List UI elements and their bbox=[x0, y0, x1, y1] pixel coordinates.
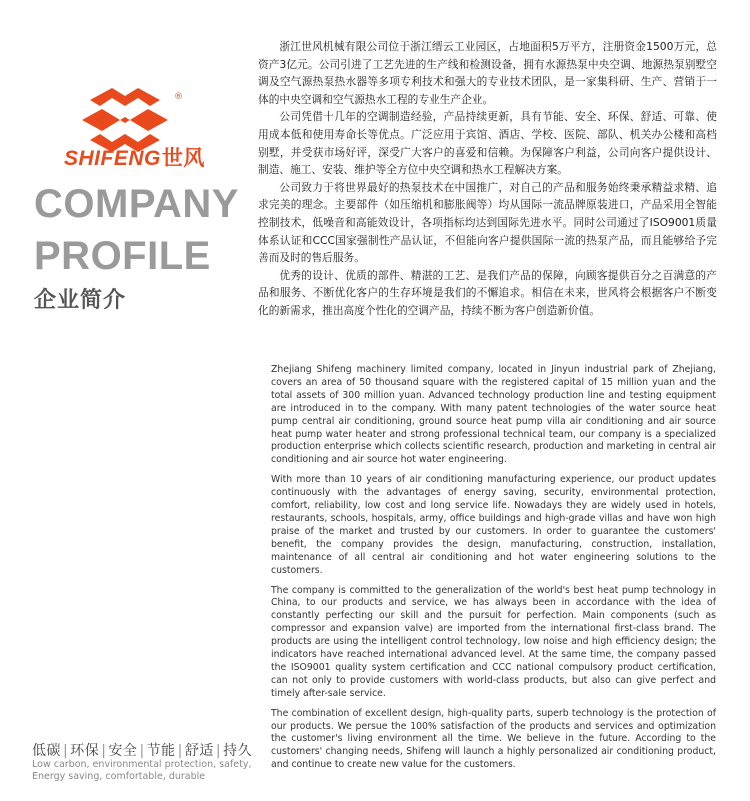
cn-paragraph-4: 优秀的设计、优质的部件、精湛的工艺、是我们产品的保障，向顾客提供百分之百满意的产品和服务、不断优化客户的生存环境是我们的不懈追求。相信在未来，世风将会根据客户不断变化的新需求，推出高度个性化的空调产品，持续不断为客户创造新价值。 bbox=[258, 268, 717, 317]
brand-wordmark bbox=[64, 142, 205, 172]
english-profile bbox=[271, 364, 716, 779]
brand-name-cn: 世风 bbox=[161, 147, 205, 170]
en-paragraph-3: The company is committed to the generalization of the world's best heat pump technology in China, to our products and service, we has always been in accordance with the idea of constantly perfecting our skill and the pursuit for perfection. Main components (such as compressor and expansion valve) are imported from the international first-class brand. The products are using the intelligent control technology, low noise and high efficiency design; the indicators have reached international advanced level. At the same time, the company passed the ISO9001 quality system certification and CCC national compulsory product certification, can not only to provide customers with world-class products, but also can give perfect and timely after-sale service. bbox=[271, 584, 716, 699]
cn-paragraph-1: 浙江世风机械有限公司位于浙江缙云工业园区，占地面积5万平方，注册资金1500万元，总资产3亿元。公司引进了工艺先进的生产线和检测设备，拥有水源热泵中央空调、地源热泵别墅空调及空气源热泵热水器等多项专利技术和强大的专业技术团队，是一家集科研、生产、营销于一体的中央空调和空气源热水工程的专业生产企业。 bbox=[258, 40, 717, 106]
value-separator: | bbox=[101, 743, 107, 759]
registered-mark: ® bbox=[174, 92, 183, 102]
en-paragraph-1: Zhejiang Shifeng machinery limited company, located in Jinyun industrial park of Zhejiang, covers an area of 50 thousand square with the registered capital of 15 million yuan and the total assets of 300 million yuan. Advanced technology production line and testing equipment are introduced in to the company. With many patent technologies of the water source heat pump central air conditioning, ground source heat pump villa air conditioning and air source heat pump water heater and strong professional technical team, our company is a specialized production enterprise which collects scientific research, production and marketing in central air conditioning and air source hot water engineering. bbox=[271, 364, 716, 466]
subtitle-cn: 企业简介 bbox=[34, 288, 127, 313]
title-company: COMPANY bbox=[34, 182, 239, 226]
value-item: 舒适 bbox=[184, 743, 214, 759]
en-paragraph-4: The combination of excellent design, high-quality parts, superb technology is the protection of our products. We persue the 100% satisfaction of the products and services and optimization the customer's living environment all the time. We believe in the future. According to the customers' changing needs, Shifeng will launch a highly personalized air conditioning product, and continue to create new value for the customers. bbox=[271, 707, 716, 771]
value-separator: | bbox=[139, 743, 145, 759]
chinese-profile bbox=[258, 38, 717, 320]
title-profile: PROFILE bbox=[34, 234, 211, 278]
values-english-line-1: Low carbon, environmental protection, safety, bbox=[32, 759, 252, 770]
value-separator: | bbox=[177, 743, 183, 759]
value-item: 低碳 bbox=[32, 743, 61, 759]
values-english-line-2: Energy saving, comfortable, durable bbox=[32, 771, 206, 782]
cn-paragraph-3: 公司致力于将世界最好的热泵技术在中国推广，对自己的产品和服务始终秉承精益求精、追求完美的理念。主要部件（如压缩机和膨胀阀等）均从国际一流品牌原装进口，产品采用全智能控制技术，低噪音和高能效设计，各项指标均达到国际先进水平。同时公司通过了ISO9001质量体系认证和CCC国家强制性产品认证，不但能向客户提供国际一流的热泵产品，而且能够给予完善而及时的售后服务。 bbox=[258, 180, 717, 265]
value-separator: | bbox=[63, 743, 69, 759]
cn-paragraph-2: 公司凭借十几年的空调制造经验，产品持续更新，具有节能、安全、环保、舒适、可靠、使用成本低和使用寿命长等优点。广泛应用于宾馆、酒店、学校、医院、部队、机关办公楼和高档别墅，并受获市场好评，深受广大客户的喜爱和信赖。为保障客户利益，公司向客户提供设计、制造、施工、安装、维护等全方位中央空调和热水工程解决方案。 bbox=[258, 110, 717, 177]
value-item: 节能 bbox=[146, 743, 176, 759]
value-item: 持久 bbox=[223, 743, 253, 759]
values-tagline bbox=[32, 740, 252, 760]
brand-name: SHIFENG bbox=[64, 147, 161, 170]
en-paragraph-2: With more than 10 years of air conditioning manufacturing experience, our product updates continuously with the advantages of energy saving, security, environmental protection, comfort, reliability, low cost and long service life. Nowadays they are widely used in hotels, restaurants, schools, hospitals, army, office buildings and high-grade villas and have won high praise of the market and trusted by our customers. In order to guarantee the customers' benefit, the company provides the design, manufacturing, construction, installation, maintenance of all central air conditioning and hot water engineering solutions to the customers. bbox=[271, 474, 716, 576]
value-item: 环保 bbox=[70, 743, 100, 759]
value-item: 安全 bbox=[108, 743, 138, 759]
values-english bbox=[32, 759, 251, 783]
value-separator: | bbox=[215, 743, 222, 759]
